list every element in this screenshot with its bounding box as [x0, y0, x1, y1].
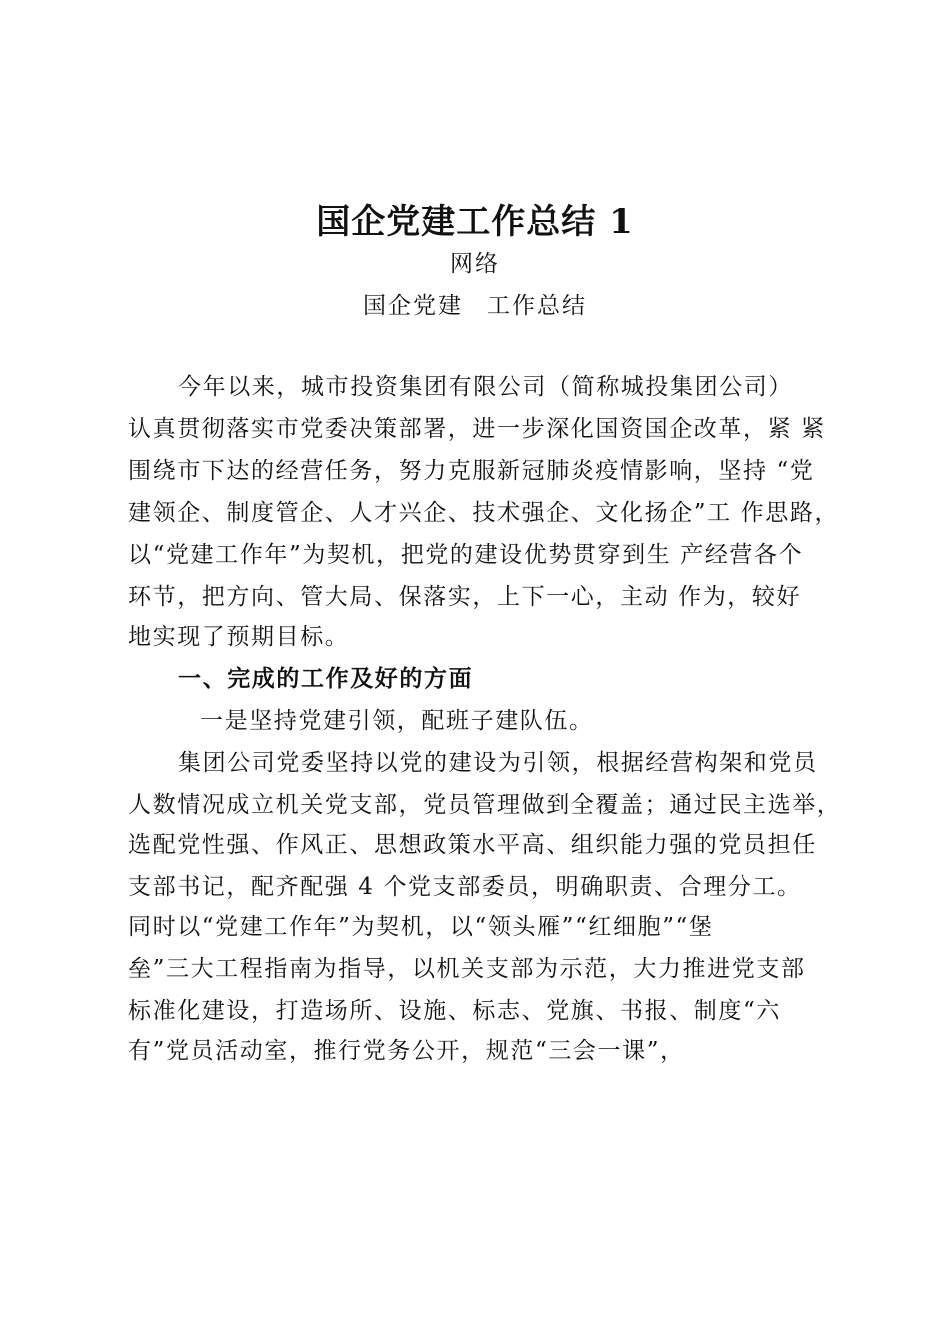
paragraph-line: 环节，把方向、管大局、保落实，上下一心，主动 作为，较好	[128, 584, 802, 610]
paragraph-line: 围绕市下达的经营任务，努力克服新冠肺炎疫情影响，坚持 “党	[128, 458, 815, 484]
keyword: 国企党建	[363, 293, 463, 319]
paragraph-line: 有”党员活动室，推行党务公开，规范“三会一课”，	[128, 1038, 685, 1064]
paragraph-line: 标准化建设，打造场所、设施、标志、党旗、书报、制度“六	[128, 998, 781, 1024]
document-keywords	[0, 290, 950, 322]
paragraph-line: 今年以来，城市投资集团有限公司（简称城投集团公司）	[178, 374, 793, 400]
paragraph-line: 建领企、制度管企、人才兴企、技术强企、文化扬企”工 作思路，	[128, 500, 840, 526]
paragraph-line: 以“党建工作年”为契机，把党的建设优势贯穿到生 产经营各个	[128, 542, 804, 568]
paragraph-line: 地实现了预期目标。	[128, 624, 350, 650]
document-source: 网络	[450, 251, 500, 277]
paragraph-line: 认真贯彻落实市党委决策部署，进一步深化国资国企改革，紧 紧	[128, 416, 826, 442]
subsection-heading: 一是坚持党建引领，配班子建队伍。	[200, 708, 594, 734]
document-title: 国企党建工作总结 1	[316, 202, 634, 242]
paragraph-line: 同时以“党建工作年”为契机，以“领头雁”“红细胞”“堡	[128, 914, 714, 940]
paragraph-line: 集团公司党委坚持以党的建设为引领，根据经营构架和党员	[178, 750, 818, 776]
keyword: 工作总结	[487, 293, 587, 319]
section-heading: 一、完成的工作及好的方面	[178, 665, 474, 692]
paragraph-line: 垒”三大工程指南为指导，以机关支部为示范，大力推进党支部	[128, 956, 806, 982]
paragraph-line: 选配党性强、作风正、思想政策水平高、组织能力强的党员担任	[128, 832, 817, 858]
paragraph-line: 支部书记，配齐配强 4 个党支部委员，明确职责、合理分工。	[128, 874, 802, 900]
paragraph-line: 人数情况成立机关党支部，党员管理做到全覆盖；通过民主选举，	[128, 792, 842, 818]
